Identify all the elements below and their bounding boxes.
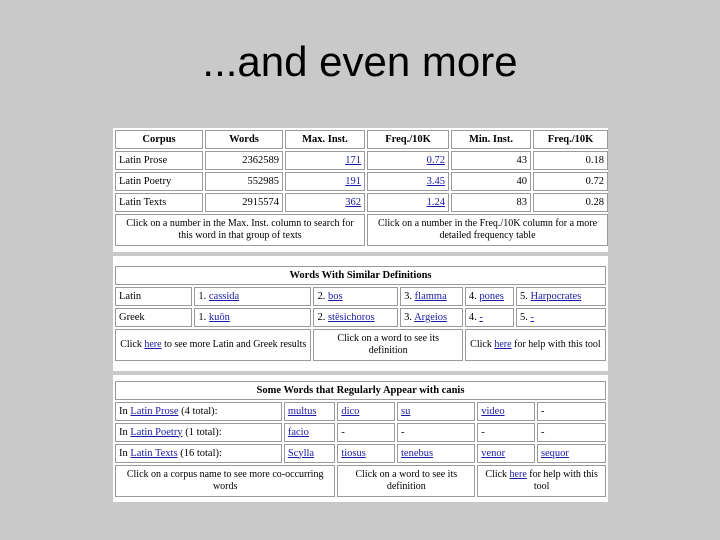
- language-label: Latin: [115, 287, 192, 306]
- word-link[interactable]: tiosus: [341, 447, 366, 459]
- corpus-label: [115, 402, 282, 421]
- help-note: [465, 329, 606, 361]
- word-cell: [477, 444, 535, 463]
- word-cell: [477, 402, 535, 421]
- help-note: [477, 465, 606, 497]
- list-item: [400, 308, 463, 327]
- list-item: [465, 308, 514, 327]
- list-item: [465, 287, 514, 306]
- freq-max-cell: [367, 151, 449, 170]
- min-inst: 40: [451, 172, 531, 191]
- word-link[interactable]: multus: [287, 405, 317, 417]
- word-cell: [337, 444, 395, 463]
- frequency-table: [113, 128, 610, 248]
- browser-screenshot: [113, 128, 608, 502]
- list-item: [516, 308, 606, 327]
- word-link[interactable]: su: [401, 405, 411, 417]
- word-cell: [284, 423, 335, 442]
- table-row: [115, 287, 606, 306]
- freq-min: 0.28: [533, 193, 608, 212]
- item-number: 4.: [468, 290, 477, 302]
- freq-link[interactable]: 3.45: [426, 175, 445, 187]
- corpus-help-text: Click on a corpus name to see more co-occurring words: [115, 465, 335, 497]
- col-corpus: Corpus: [115, 130, 203, 149]
- item-number: 1.: [198, 311, 207, 323]
- cooccurring-header: [115, 381, 606, 400]
- max-inst-help-text: Click on a number in the Max. Inst. column to search for this word in that group of texts: [115, 214, 365, 246]
- freq-max-cell: [367, 172, 449, 191]
- table-row: [115, 151, 608, 170]
- freq-max-cell: [367, 193, 449, 212]
- col-freq-min: Freq./10K: [533, 130, 608, 149]
- label-text: (1 total):: [182, 426, 222, 438]
- list-item: [194, 308, 311, 327]
- word-link[interactable]: Argeios: [414, 311, 448, 323]
- frequency-notes-row: [115, 214, 608, 246]
- max-inst-cell: [285, 172, 365, 191]
- word-link[interactable]: flamma: [414, 290, 447, 302]
- word-cell: -: [337, 423, 395, 442]
- definition-help-text: Click on a word to see its definition: [337, 465, 475, 497]
- word-cell: [337, 402, 395, 421]
- item-number: 4.: [468, 311, 477, 323]
- freq-help-text: Click on a number in the Freq./10K column for a more detailed frequency table: [367, 214, 608, 246]
- word-cell: -: [537, 423, 606, 442]
- word-count: 552985: [205, 172, 283, 191]
- corpus-link[interactable]: Latin Prose: [130, 405, 179, 417]
- section-divider: [113, 371, 608, 375]
- word-link[interactable]: stēsichoros: [327, 311, 375, 323]
- min-inst: 43: [451, 151, 531, 170]
- item-number: 3.: [404, 290, 413, 302]
- word-link[interactable]: bos: [327, 290, 343, 302]
- word-link[interactable]: Scylla: [287, 447, 315, 459]
- label-text: In: [119, 426, 131, 438]
- label-text: (16 total):: [177, 447, 222, 459]
- word-link[interactable]: video: [481, 405, 505, 417]
- note-text: Click: [485, 469, 510, 480]
- note-text: for help with this tool: [511, 339, 601, 350]
- corpus-name: Latin Poetry: [115, 172, 203, 191]
- freq-min: 0.18: [533, 151, 608, 170]
- item-number: 1.: [198, 290, 207, 302]
- word-cell: [284, 444, 335, 463]
- max-inst-link[interactable]: 191: [345, 175, 361, 187]
- word-cell: [397, 444, 475, 463]
- word-cell: -: [537, 402, 606, 421]
- item-number: 2.: [317, 290, 326, 302]
- word-cell: [284, 402, 335, 421]
- note-text: to see more Latin and Greek results: [161, 339, 307, 350]
- word-link[interactable]: cassida: [208, 290, 240, 302]
- freq-link[interactable]: 0.72: [426, 154, 445, 166]
- more-results-note: [115, 329, 311, 361]
- similar-definitions-notes: [115, 329, 606, 361]
- language-label: Greek: [115, 308, 192, 327]
- word-link[interactable]: dico: [341, 405, 360, 417]
- similar-definitions-table: [113, 264, 608, 363]
- word-count: 2915574: [205, 193, 283, 212]
- similar-definitions-header: [115, 266, 606, 285]
- more-results-link[interactable]: here: [144, 339, 162, 350]
- table-row: [115, 444, 606, 463]
- max-inst-link[interactable]: 171: [345, 154, 361, 166]
- min-inst: 83: [451, 193, 531, 212]
- table-row: [115, 308, 606, 327]
- col-min-inst: Min. Inst.: [451, 130, 531, 149]
- word-cell: [397, 402, 475, 421]
- word-link[interactable]: Harpocrates: [530, 290, 582, 302]
- label-text: (4 total):: [178, 405, 218, 417]
- corpus-name: Latin Texts: [115, 193, 203, 212]
- list-item: [516, 287, 606, 306]
- item-number: 3.: [404, 311, 413, 323]
- cooccurring-words-table: [113, 379, 608, 499]
- col-freq-max: Freq./10K: [367, 130, 449, 149]
- table-row: [115, 423, 606, 442]
- cooccurring-title: Some Words that Regularly Appear with canis: [115, 381, 606, 400]
- word-count: 2362589: [205, 151, 283, 170]
- word-link[interactable]: facio: [287, 426, 309, 438]
- table-row: [115, 402, 606, 421]
- word-link[interactable]: -: [530, 311, 535, 323]
- corpus-label: [115, 444, 282, 463]
- word-link[interactable]: sequor: [540, 447, 569, 459]
- word-link[interactable]: -: [479, 311, 483, 323]
- similar-definitions-title: Words With Similar Definitions: [115, 266, 606, 285]
- note-text: Click: [470, 339, 495, 350]
- label-text: In: [119, 405, 131, 417]
- item-number: 2.: [317, 311, 326, 323]
- word-link[interactable]: pones: [479, 290, 504, 302]
- word-cell: [537, 444, 606, 463]
- freq-link[interactable]: 1.24: [426, 196, 445, 208]
- table-row: [115, 193, 608, 212]
- corpus-label: [115, 423, 282, 442]
- list-item: [194, 287, 311, 306]
- max-inst-cell: [285, 151, 365, 170]
- list-item: [400, 287, 463, 306]
- item-number: 5.: [520, 311, 528, 323]
- list-item: [313, 287, 398, 306]
- list-item: [313, 308, 398, 327]
- slide-title: ...and even more: [202, 38, 518, 85]
- word-cell: -: [477, 423, 535, 442]
- help-link[interactable]: here: [494, 339, 512, 350]
- corpus-name: Latin Prose: [115, 151, 203, 170]
- item-number: 5.: [520, 290, 528, 302]
- col-words: Words: [205, 130, 283, 149]
- word-link[interactable]: kuōn: [208, 311, 230, 323]
- section-divider: [113, 252, 608, 256]
- frequency-header-row: [115, 130, 608, 149]
- definition-help-text: Click on a word to see its definition: [313, 329, 462, 361]
- label-text: In: [119, 447, 131, 459]
- note-text: Click: [120, 339, 145, 350]
- help-link[interactable]: here: [509, 469, 527, 480]
- word-link[interactable]: tenebus: [401, 447, 434, 459]
- table-row: [115, 172, 608, 191]
- corpus-link[interactable]: Latin Poetry: [130, 426, 183, 438]
- corpus-link[interactable]: Latin Texts: [130, 447, 178, 459]
- max-inst-link[interactable]: 362: [345, 196, 361, 208]
- word-link[interactable]: venor: [481, 447, 506, 459]
- cooccurring-notes: [115, 465, 606, 497]
- word-cell: -: [397, 423, 475, 442]
- note-text: for help with this tool: [526, 469, 598, 492]
- max-inst-cell: [285, 193, 365, 212]
- freq-min: 0.72: [533, 172, 608, 191]
- col-max-inst: Max. Inst.: [285, 130, 365, 149]
